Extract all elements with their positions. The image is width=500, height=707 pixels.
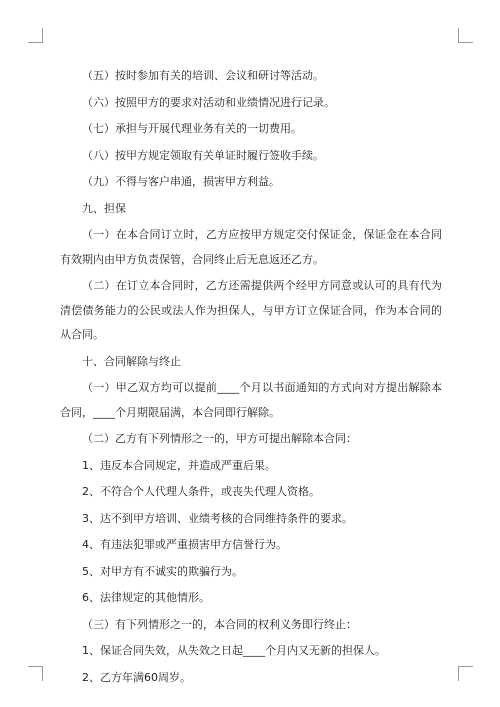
page-corner-mark-bottom-left [28, 666, 43, 681]
list-item-condition-3: 3、达不到甲方培训、业绩考核的合同维持条件的要求。 [82, 511, 353, 525]
list-item-end-2: 2、乙方年满60周岁。 [82, 670, 191, 684]
document-body [60, 64, 442, 692]
list-item-condition-6: 6、法律规定的其他情形。 [82, 591, 210, 604]
list-item-end-1: 1、保证合同失效，从失效之日起____个月内又无新的担保人。 [82, 644, 386, 657]
list-item-condition-4: 4、有违法犯罪或严重损害甲方信誉行为。 [82, 538, 287, 551]
paragraph-guarantor: （二）在订立本合同时，乙方还需提供两个经甲方同意或认可的具有代为清偿债务能力的公民或法人作为担保人，与甲方订立保证合同，作为本合同的从合同。 [60, 279, 442, 341]
paragraph-clause-8: （八）按甲方规定领取有关单证时履行签收手续。 [82, 148, 324, 162]
list-item-condition-2: 2、不符合个人代理人条件，或丧失代理人资格。 [82, 485, 320, 498]
section-heading-guarantee: 九、担保 [82, 201, 126, 215]
page-corner-mark-bottom-right [458, 666, 473, 681]
paragraph-clause-7: （七）承担与开展代理业务有关的一切费用。 [82, 122, 302, 135]
paragraph-guarantee-deposit: （一）在本合同订立时，乙方应按甲方规定交付保证金，保证金在本合同有效期内由甲方负责保管，合同终止后无息返还乙方。 [60, 228, 442, 266]
paragraph-clause-6: （六）按照甲方的要求对活动和业绩情况进行记录。 [82, 95, 335, 109]
paragraph-clause-9: （九）不得与客户串通，损害甲方利益。 [82, 175, 280, 188]
paragraph-clause-5: （五）按时参加有关的培训、会议和研讨等活动。 [82, 69, 324, 82]
page-corner-mark-top-left [28, 28, 43, 43]
page-corner-mark-top-right [458, 28, 473, 43]
list-item-condition-5: 5、对甲方有不诚实的欺骗行为。 [82, 564, 243, 578]
paragraph-termination-conditions: （二）乙方有下列情形之一的，甲方可提出解除本合同： [82, 432, 357, 445]
paragraph-end-conditions: （三）有下列情形之一的，本合同的权利义务即行终止： [82, 617, 357, 631]
section-heading-termination: 十、合同解除与终止 [82, 354, 181, 368]
paragraph-notice-termination: （一）甲乙双方均可以提前____个月以书面通知的方式向对方提出解除本合同，____个月期限届满，本合同即行解除。 [60, 381, 442, 419]
list-item-condition-1: 1、违反本合同规定，并造成严重后果。 [82, 458, 276, 472]
